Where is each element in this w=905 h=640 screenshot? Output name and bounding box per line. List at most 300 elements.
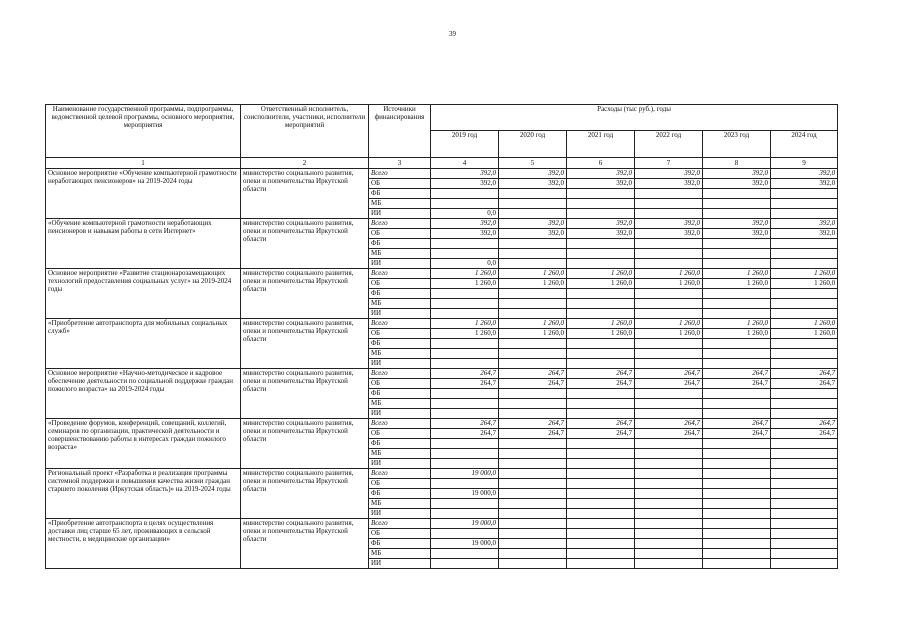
header-expenses: Расходы (тыс руб.), годы [431,105,838,131]
expense-value: 392,0 [703,229,771,239]
expense-value: 392,0 [635,219,703,229]
expense-value: 1 260,0 [703,319,771,329]
expense-value [431,559,499,569]
expense-value [635,289,703,299]
responsible-executor: министерство социального развития, опеки и попечительства Иркутской области [241,469,369,519]
table-row [46,219,838,229]
expense-value [703,359,771,369]
expense-value [703,399,771,409]
column-number-row [46,158,838,169]
expense-value: 264,7 [635,419,703,429]
funding-source: Всего [369,169,431,179]
measure-name: «Приобретение автотранспорта для мобильных социальных служб» [46,319,241,369]
expense-value [499,449,567,459]
expense-value [431,299,499,309]
funding-source: ФБ [369,439,431,449]
expense-value: 264,7 [771,429,838,439]
expense-value [771,299,838,309]
column-number: 8 [703,158,771,169]
expense-value [635,559,703,569]
expense-value [431,399,499,409]
expense-value [431,499,499,509]
expense-value [567,409,635,419]
header-name: Наименование государственной программы, подпрограммы, ведомственной целевой программы, основного мероприятия, мероприятия [46,105,241,158]
expense-value [431,289,499,299]
funding-source: МБ [369,199,431,209]
expense-value [567,359,635,369]
column-number: 7 [635,158,703,169]
expense-value: 392,0 [703,219,771,229]
expense-value: 264,7 [499,429,567,439]
header-year: 2024 год [771,131,838,158]
expense-value [499,259,567,269]
responsible-executor: министерство социального развития, опеки и попечительства Иркутской области [241,219,369,269]
expense-value [771,339,838,349]
expense-value [567,189,635,199]
expense-value [635,459,703,469]
expense-value [635,469,703,479]
expense-value [431,359,499,369]
expense-value [635,299,703,309]
expense-value [499,289,567,299]
expense-value: 1 260,0 [499,329,567,339]
expense-value: 392,0 [567,169,635,179]
funding-source: Всего [369,269,431,279]
expense-value: 392,0 [499,179,567,189]
expense-value: 264,7 [771,419,838,429]
funding-source: МБ [369,299,431,309]
expense-value [771,359,838,369]
expense-value: 264,7 [431,429,499,439]
expense-value [499,559,567,569]
expense-value [499,539,567,549]
expense-value: 264,7 [635,429,703,439]
expense-value [635,349,703,359]
header-sources: Источники финансирования [369,105,431,158]
expense-value [499,529,567,539]
expense-value [771,399,838,409]
expense-value: 1 260,0 [499,269,567,279]
funding-source: ФБ [369,239,431,249]
expense-value [703,389,771,399]
expense-value [499,519,567,529]
measure-name: Основное мероприятие «Обучение компьютерной грамотности неработающих пенсионеров» на 2019-2024 годы [46,169,241,219]
expense-value: 392,0 [499,169,567,179]
expense-value [567,559,635,569]
expense-value [635,439,703,449]
expense-value [771,439,838,449]
expense-value [635,409,703,419]
expense-value [431,199,499,209]
funding-source: МБ [369,549,431,559]
column-number: 4 [431,158,499,169]
funding-source: Всего [369,369,431,379]
expense-value [499,239,567,249]
expense-value: 1 260,0 [567,329,635,339]
expense-value [771,489,838,499]
funding-source: ФБ [369,539,431,549]
funding-source: МБ [369,349,431,359]
expense-value [635,539,703,549]
expense-value [567,479,635,489]
expense-value: 264,7 [431,369,499,379]
responsible-executor: министерство социального развития, опеки и попечительства Иркутской области [241,269,369,319]
funding-source: ОБ [369,479,431,489]
funding-source: ФБ [369,189,431,199]
expense-value [635,529,703,539]
expense-value [567,539,635,549]
funding-source: ИИ [369,559,431,569]
funding-source: ИИ [369,459,431,469]
expense-value: 264,7 [703,379,771,389]
funding-source: Всего [369,319,431,329]
expense-value [771,469,838,479]
expense-value [703,549,771,559]
expense-value [703,469,771,479]
expense-value [567,289,635,299]
expense-value [567,499,635,509]
expense-value [771,189,838,199]
expense-value: 392,0 [771,179,838,189]
expense-value [703,449,771,459]
expense-value [499,199,567,209]
funding-source: ИИ [369,359,431,369]
expense-value [431,189,499,199]
funding-source: ФБ [369,289,431,299]
expense-value [567,469,635,479]
expense-value [703,309,771,319]
expense-value [431,549,499,559]
header-year: 2019 год [431,131,499,158]
expense-value [431,239,499,249]
expense-value [567,249,635,259]
column-number: 5 [499,158,567,169]
expense-value [771,509,838,519]
expense-value [567,439,635,449]
expense-value [431,309,499,319]
funding-source: Всего [369,219,431,229]
expense-value [771,239,838,249]
expense-value [431,449,499,459]
expense-value [703,559,771,569]
expense-value: 1 260,0 [635,319,703,329]
expense-value [635,549,703,559]
measure-name: Основное мероприятие «Развитие стационарозамещающих технологий предоставления социальных услуг» на 2019-2024 годы [46,269,241,319]
expense-value [567,529,635,539]
measure-name: «Проведение форумов, конференций, совещаний, коллегий, семинаров по организации, практической деятельности и совершенствованию работы в интересах граждан пожилого возраста» [46,419,241,469]
funding-source: МБ [369,499,431,509]
expense-value [431,479,499,489]
header-year: 2020 год [499,131,567,158]
funding-source: ОБ [369,179,431,189]
funding-source: Всего [369,469,431,479]
expense-value: 1 260,0 [431,279,499,289]
expense-value [567,339,635,349]
expense-value [703,539,771,549]
expense-value [567,399,635,409]
expense-value [499,409,567,419]
expense-value [771,479,838,489]
expense-value: 392,0 [703,169,771,179]
expense-value: 392,0 [635,169,703,179]
funding-source: ИИ [369,509,431,519]
funding-source: ФБ [369,389,431,399]
expense-value [771,449,838,459]
expense-value: 1 260,0 [703,279,771,289]
expense-value: 392,0 [771,169,838,179]
expense-value: 19 000,0 [431,489,499,499]
expense-value [499,349,567,359]
expense-value [499,499,567,509]
expense-value [635,489,703,499]
column-number: 1 [46,158,241,169]
expense-value: 392,0 [431,229,499,239]
expense-value: 1 260,0 [771,279,838,289]
header-year: 2021 год [567,131,635,158]
expense-value: 264,7 [567,429,635,439]
expense-value: 264,7 [635,369,703,379]
table-row [46,369,838,379]
header-responsible: Ответственный исполнитель, соисполнители, участники, исполнители мероприятий [241,105,369,158]
expense-value: 392,0 [567,229,635,239]
expense-value [771,209,838,219]
expense-value: 1 260,0 [703,269,771,279]
expense-value: 392,0 [567,179,635,189]
expense-value: 392,0 [771,219,838,229]
expense-value: 264,7 [771,379,838,389]
expense-value [771,519,838,529]
expense-value [499,489,567,499]
measure-name: «Приобретение автотранспорта в целях осуществления доставки лиц старше 65 лет, проживающих в сельской местности, в медицинские организации» [46,519,241,569]
expense-value [771,459,838,469]
expense-value [703,459,771,469]
expense-value [431,249,499,259]
expense-value [635,449,703,459]
expense-value [703,479,771,489]
expense-value [703,189,771,199]
responsible-executor: министерство социального развития, опеки и попечительства Иркутской области [241,419,369,469]
expense-value [567,489,635,499]
expense-value [499,359,567,369]
expense-value: 1 260,0 [771,269,838,279]
funding-source: МБ [369,399,431,409]
expense-value [567,389,635,399]
funding-source: ИИ [369,309,431,319]
funding-source: ОБ [369,279,431,289]
expense-value: 392,0 [771,229,838,239]
expense-value [499,249,567,259]
header-year: 2023 год [703,131,771,158]
page-number: 39 [449,30,456,38]
expense-value [567,549,635,559]
expense-value [635,499,703,509]
expense-value [635,519,703,529]
funding-source: МБ [369,449,431,459]
funding-source: ИИ [369,259,431,269]
expense-value [499,469,567,479]
expense-value [771,409,838,419]
responsible-executor: министерство социального развития, опеки и попечительства Иркутской области [241,519,369,569]
expense-value [771,539,838,549]
expense-value: 264,7 [499,369,567,379]
expense-value: 264,7 [703,419,771,429]
expense-value [567,349,635,359]
expense-value [499,439,567,449]
expense-value [431,509,499,519]
expense-value [431,409,499,419]
expense-value [499,479,567,489]
expense-value: 19 000,0 [431,519,499,529]
expense-value: 392,0 [635,229,703,239]
expense-value [431,339,499,349]
responsible-executor: министерство социального развития, опеки и попечительства Иркутской области [241,369,369,419]
expense-value: 1 260,0 [635,269,703,279]
expense-value [567,209,635,219]
expense-value [499,509,567,519]
expense-value [703,209,771,219]
expense-value: 1 260,0 [431,319,499,329]
expense-value [431,459,499,469]
expense-value [635,239,703,249]
expense-value [499,189,567,199]
expense-value [703,199,771,209]
expense-value: 264,7 [499,419,567,429]
expense-value: 0,0 [431,259,499,269]
responsible-executor: министерство социального развития, опеки и попечительства Иркутской области [241,319,369,369]
expense-value: 264,7 [567,379,635,389]
expense-value [499,549,567,559]
funding-source: ОБ [369,379,431,389]
expense-value [567,239,635,249]
expense-value [567,299,635,309]
expense-value: 1 260,0 [771,329,838,339]
expense-value [771,249,838,259]
expense-value [703,409,771,419]
expense-value: 264,7 [703,369,771,379]
expense-value [499,299,567,309]
responsible-executor: министерство социального развития, опеки и попечительства Иркутской области [241,169,369,219]
funding-source: ОБ [369,429,431,439]
expense-value [635,249,703,259]
expense-value: 392,0 [635,179,703,189]
expense-value [771,259,838,269]
table-row [46,319,838,329]
expense-value: 1 260,0 [703,329,771,339]
expense-value [771,499,838,509]
expense-value [499,399,567,409]
expense-value [567,309,635,319]
expense-value [567,459,635,469]
expense-value [703,299,771,309]
expense-value [703,439,771,449]
expense-value: 264,7 [703,429,771,439]
expense-value [567,199,635,209]
expense-value [635,479,703,489]
expense-value [771,549,838,559]
expense-value [703,349,771,359]
expense-value [771,529,838,539]
expense-value [499,459,567,469]
expense-value [431,389,499,399]
table-body [46,169,838,569]
expense-value: 1 260,0 [567,269,635,279]
header-year: 2022 год [635,131,703,158]
expense-value [635,189,703,199]
expense-value [703,519,771,529]
table-row [46,519,838,529]
expense-value [635,399,703,409]
column-number: 2 [241,158,369,169]
funding-source: МБ [369,249,431,259]
expense-value: 264,7 [499,379,567,389]
funding-source: Всего [369,419,431,429]
expense-value [635,509,703,519]
expense-value [499,389,567,399]
expense-value: 264,7 [431,419,499,429]
expense-value [567,509,635,519]
expense-value [635,259,703,269]
expense-value [567,259,635,269]
table-row [46,419,838,429]
table-row [46,469,838,479]
expense-value: 264,7 [431,379,499,389]
expense-value: 264,7 [771,369,838,379]
expense-value: 1 260,0 [635,279,703,289]
measure-name: Региональный проект «Разработка и реализация программы системной поддержки и повышения качества жизни граждан старшего поколения (Иркутская область)» на 2019-2024 годы [46,469,241,519]
expense-value: 1 260,0 [431,269,499,279]
funding-source: Всего [369,519,431,529]
expense-value [499,339,567,349]
funding-source: ФБ [369,339,431,349]
funding-source: ОБ [369,529,431,539]
measure-name: «Обучение компьютерной грамотности неработающих пенсионеров и навыкам работы в сети Интернет» [46,219,241,269]
expense-value [771,389,838,399]
expense-value [703,509,771,519]
expenses-table [45,104,838,569]
expense-value [771,559,838,569]
expense-value [771,199,838,209]
expense-value [635,339,703,349]
expense-value [499,209,567,219]
expense-value [431,349,499,359]
expense-value: 19 000,0 [431,469,499,479]
expense-value: 19 000,0 [431,539,499,549]
expense-value: 1 260,0 [567,279,635,289]
expense-value: 1 260,0 [499,319,567,329]
measure-name: Основное мероприятие «Научно-методическое и кадровое обеспечение деятельности по социальной поддержке граждан пожилого возраста» на 2019-2024 годы [46,369,241,419]
expense-value: 1 260,0 [431,329,499,339]
column-number: 3 [369,158,431,169]
funding-source: ИИ [369,209,431,219]
expense-value [567,449,635,459]
expense-value [703,239,771,249]
expense-value: 392,0 [431,169,499,179]
expense-value: 264,7 [567,419,635,429]
table-row [46,169,838,179]
expense-value: 1 260,0 [771,319,838,329]
column-number: 9 [771,158,838,169]
expense-value [703,289,771,299]
expense-value: 1 260,0 [567,319,635,329]
expense-value [567,519,635,529]
expense-value: 392,0 [499,219,567,229]
expense-value: 392,0 [499,229,567,239]
expense-value: 264,7 [635,379,703,389]
funding-source: ИИ [369,409,431,419]
expense-value: 392,0 [567,219,635,229]
expense-value [635,389,703,399]
expense-value [431,439,499,449]
